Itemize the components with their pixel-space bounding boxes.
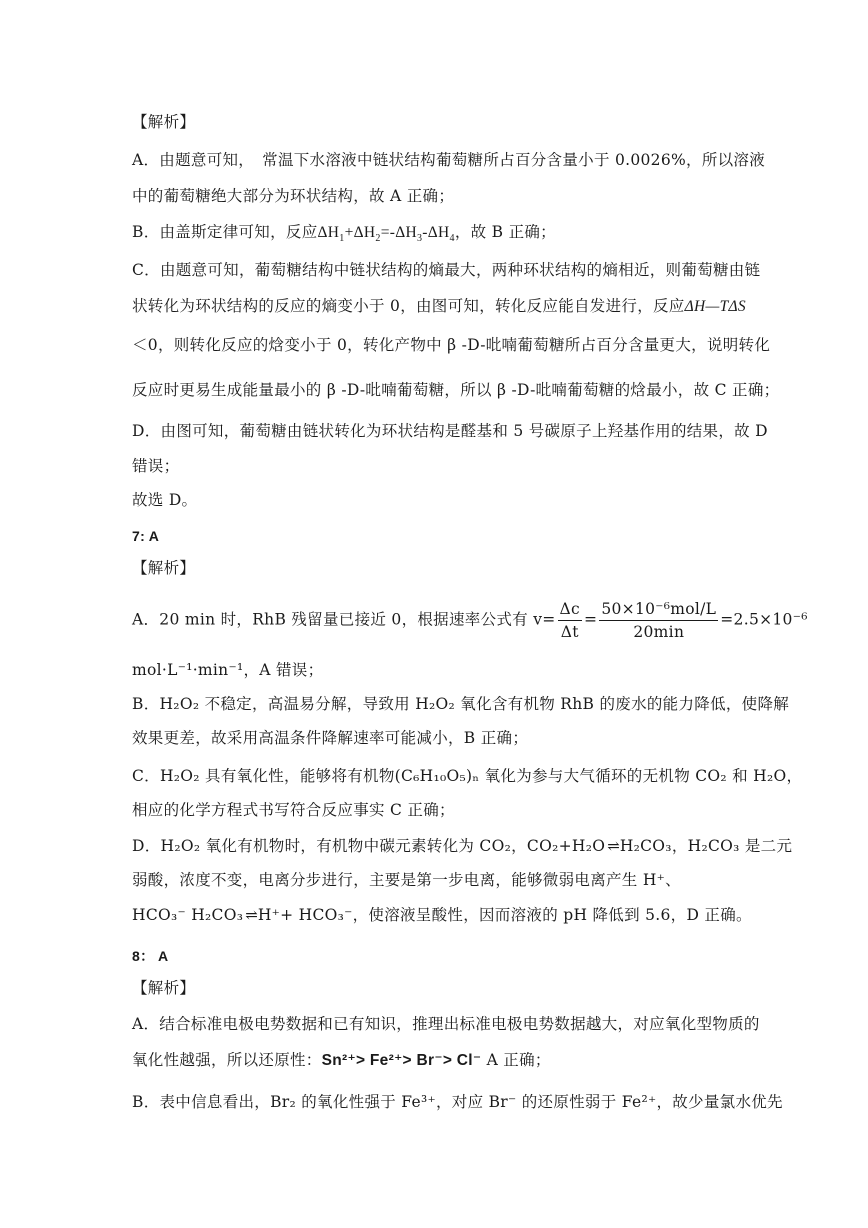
text-line: A．由题意可知， 常温下水溶液中链状结构葡萄糖所占百分含量小于 0.0026%，所以溶液 — [132, 151, 766, 169]
text-line: B．H₂O₂ 不稳定，高温易分解，导致用 H₂O₂ 氧化含有机物 RhB 的废水的能力降低，使降解 — [132, 695, 790, 713]
analysis-heading: 【解析】 — [132, 979, 196, 997]
text-segment: A．20 min 时，RhB 残留量已接近 0，根据速率公式有 v= — [132, 610, 556, 629]
text-line — [132, 1050, 551, 1071]
text-segment: ，对应 — [435, 1093, 489, 1111]
text-line: 反应时更易生成能量最小的 β -D-吡喃葡萄糖，所以 β -D-吡喃葡萄糖的焓最小，故 C 正确； — [132, 381, 780, 399]
text-line: D．由图可知，葡萄糖由链状转化为环状结构是醛基和 5 号碳原子上羟基作用的结果，故 D — [132, 422, 768, 440]
text-segment: 氧化性越强，所以还原性： — [132, 1051, 322, 1069]
analysis-heading: 【解析】 — [132, 559, 196, 577]
hess-equation: $\Delta H_1+\Delta H_2=-\Delta H_3-\Delta H_4$ — [317, 224, 455, 245]
formula: Fe³⁺ — [401, 1093, 436, 1111]
fraction-denominator: 20min — [633, 623, 685, 641]
formula: Br₂ — [270, 1093, 297, 1111]
reducibility-order: Sn²⁺> Fe²⁺> Br⁻> Cl⁻ — [321, 1052, 482, 1069]
text-line: mol·L⁻¹·min⁻¹，A 错误； — [132, 661, 324, 679]
analysis-heading: 【解析】 — [132, 113, 196, 131]
text-line: 效果更差，故采用高温条件降解速率可能减小，B 正确； — [132, 729, 529, 747]
text-segment: =2.5×10⁻⁶ — [720, 610, 808, 629]
question-number: 7: A — [132, 528, 160, 544]
text-line: C．由题意可知，葡萄糖结构中链状结构的熵最大，两种环状结构的熵相近，则葡萄糖由链 — [132, 261, 761, 279]
fraction-rate — [599, 598, 718, 643]
text-line — [132, 1092, 783, 1112]
fraction-numerator: Δc — [558, 598, 582, 621]
text-segment: ，使溶液呈酸性，因而溶液的 pH 降低到 5.6，D 正确。 — [352, 906, 752, 924]
text-segment: ，故 B 正确； — [454, 223, 556, 241]
formula: Fe²⁺ — [621, 1093, 657, 1111]
text-segment: H₂CO₃，H₂CO₃ 是二元 — [619, 837, 793, 855]
text-segment: 的氧化性强于 — [296, 1093, 402, 1111]
text-line: 故选 D。 — [132, 491, 198, 509]
text-segment: 的还原性弱于 — [516, 1093, 622, 1111]
formula: Br⁻ — [488, 1093, 517, 1111]
text-line — [132, 222, 556, 243]
fraction-delta — [558, 598, 582, 643]
text-segment: A 正确； — [481, 1051, 551, 1069]
text-segment: 状转化为环状结构的反应的熵变小于 0，由图可知，转化反应能自发进行，反应 — [132, 297, 685, 315]
text-line: 中的葡萄糖绝大部分为环状结构，故 A 正确； — [132, 187, 455, 205]
text-line: 相应的化学方程式书写符合反应事实 C 正确； — [132, 801, 455, 819]
formula: H⁺+ HCO₃⁻ — [257, 906, 353, 924]
text-line: A．20 min 时，RhB 残留量已接近 0，根据速率公式有 v= $\frac{\Delta c}{\Delta t}$ = $\frac{\text{50×10⁻⁶mol/L}}{20\min}$ =2.5×10⁻⁶ — [132, 600, 808, 641]
text-line: A．结合标准电极电势数据和已有知识，推理出标准电极电势数据越大，对应氧化型物质的 — [132, 1015, 760, 1033]
question-number: 8： A — [132, 948, 169, 964]
gibbs-expression: ΔH—TΔS — [684, 298, 746, 315]
text-segment: ，故少量氯水优先 — [656, 1093, 783, 1111]
text-line — [132, 905, 752, 925]
equilibrium-arrow-icon: ⇌ — [607, 837, 618, 855]
text-line: 错误； — [132, 457, 180, 475]
equilibrium-arrow-icon: ⇌ — [245, 906, 256, 924]
formula: HCO₃⁻ — [132, 906, 186, 924]
text-line — [132, 836, 792, 856]
text-line: ＜0，则转化反应的焓变小于 0，转化产物中 β -D-吡喃葡萄糖所占百分含量更大，说明转化 — [132, 336, 771, 354]
fraction-numerator: 50×10⁻⁶mol/L — [599, 598, 718, 621]
text-segment: B．表中信息看出， — [132, 1093, 271, 1111]
fraction-denominator: Δt — [560, 623, 579, 641]
text-segment: D．H₂O₂ 氧化有机物时，有机物中碳元素转化为 CO₂，CO₂+H₂O — [132, 837, 606, 855]
text-line: 弱酸，浓度不变，电离分步进行，主要是第一步电离，能够微弱电离产生 H⁺、 — [132, 871, 681, 889]
text-segment: B．由盖斯定律可知，反应 — [132, 223, 318, 241]
text-line: C．H₂O₂ 具有氧化性，能够将有机物(C₆H₁₀O₅)ₙ 氧化为参与大气循环的无机物 CO₂ 和 H₂O， — [132, 767, 803, 785]
formula: H₂CO₃ — [185, 906, 244, 924]
text-line — [132, 296, 746, 317]
